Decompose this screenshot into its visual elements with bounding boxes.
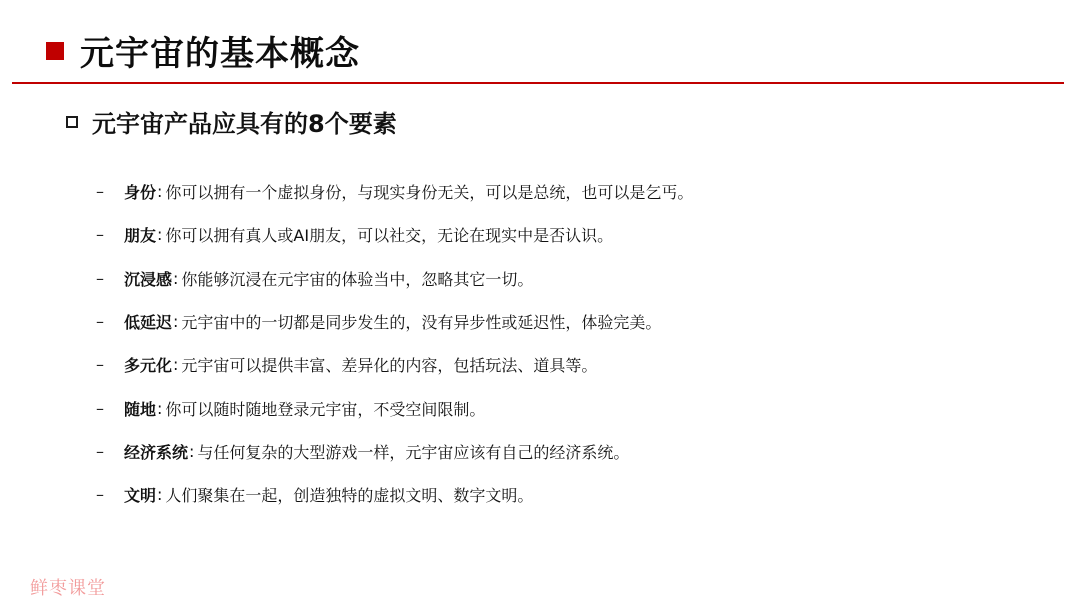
item-description: 你能够沉浸在元宇宙的体验当中，忽略其它一切。 — [181, 269, 534, 289]
item-term: 多元化 — [124, 356, 173, 376]
item-term: 沉浸感 — [124, 269, 173, 289]
slide-title-bar — [46, 26, 360, 75]
item-term: 朋友 — [124, 226, 157, 246]
slide-title: 元宇宙的基本概念 — [80, 34, 360, 74]
item-term: 文明 — [124, 486, 157, 506]
dash-bullet: – — [96, 485, 104, 505]
list-item — [96, 170, 693, 213]
item-colon: : — [157, 398, 163, 418]
list-item — [96, 343, 693, 386]
element-list — [96, 170, 693, 516]
section-heading-text: 元宇宙产品应具有的8个要素 — [92, 110, 397, 138]
item-description: 元宇宙中的一切都是同步发生的，没有异步性或延迟性，体验完美。 — [181, 313, 662, 333]
hollow-square-bullet-icon — [66, 116, 78, 128]
item-description: 元宇宙可以提供丰富、差异化的内容，包括玩法、道具等。 — [181, 356, 598, 376]
dash-bullet: – — [96, 441, 104, 461]
item-term: 随地 — [124, 399, 157, 419]
list-item — [96, 386, 693, 429]
item-colon: : — [157, 182, 163, 202]
title-divider — [12, 82, 1064, 84]
dash-bullet: – — [96, 312, 104, 332]
dash-bullet: – — [96, 355, 104, 375]
item-colon: : — [173, 355, 179, 375]
list-item — [96, 257, 693, 300]
item-term: 低延迟 — [124, 313, 173, 333]
list-item — [96, 473, 693, 516]
item-description: 你可以随时随地登录元宇宙，不受空间限制。 — [165, 399, 486, 419]
dash-bullet: – — [96, 398, 104, 418]
item-colon: : — [189, 441, 195, 461]
item-term: 身份 — [124, 183, 157, 203]
dash-bullet: – — [96, 182, 104, 202]
item-colon: : — [157, 485, 163, 505]
list-item — [96, 430, 693, 473]
item-colon: : — [173, 312, 179, 332]
list-item — [96, 300, 693, 343]
title-bullet-square-icon — [46, 42, 64, 60]
section-heading — [66, 104, 397, 139]
item-description: 你可以拥有一个虚拟身份，与现实身份无关，可以是总统，也可以是乞丐。 — [165, 183, 694, 203]
list-item — [96, 213, 693, 256]
item-description: 你可以拥有真人或AI朋友，可以社交，无论在现实中是否认识。 — [165, 226, 614, 246]
item-colon: : — [173, 268, 179, 288]
item-description: 人们聚集在一起，创造独特的虚拟文明、数字文明。 — [165, 486, 534, 506]
item-term: 经济系统 — [124, 442, 189, 462]
dash-bullet: – — [96, 225, 104, 245]
item-colon: : — [157, 225, 163, 245]
watermark: 鲜枣课堂 — [30, 578, 106, 599]
dash-bullet: – — [96, 268, 104, 288]
item-description: 与任何复杂的大型游戏一样，元宇宙应该有自己的经济系统。 — [197, 442, 630, 462]
